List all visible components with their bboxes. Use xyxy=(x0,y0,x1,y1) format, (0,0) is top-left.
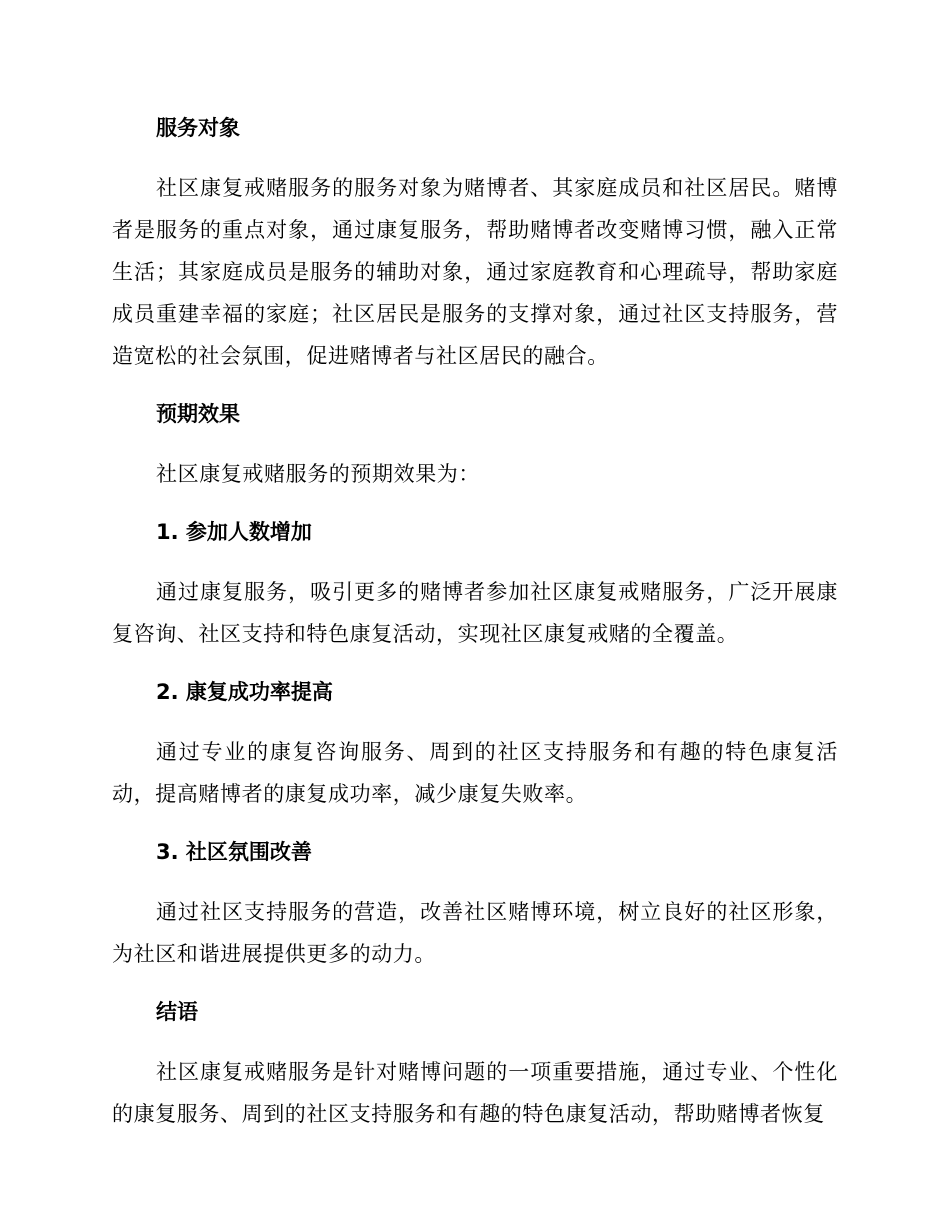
section-heading-community-atmosphere: 3. 社区氛围改善 xyxy=(156,840,312,864)
section-heading-expected-effects: 预期效果 xyxy=(156,402,240,426)
section-heading-success-rate: 2. 康复成功率提高 xyxy=(156,680,333,704)
section-heading-conclusion: 结语 xyxy=(156,1000,198,1024)
section-heading-service-targets: 服务对象 xyxy=(156,116,240,140)
paragraph-service-targets: 社区康复戒赌服务的服务对象为赌博者、其家庭成员和社区居民。赌博者是服务的重点对象，通过康复服务，帮助赌博者改变赌博习惯，融入正常生活；其家庭成员是服务的辅助对象，通过家庭教育和心理疏导，帮助家庭成员重建幸福的家庭；社区居民是服务的支撑对象，通过社区支持服务，营造宽松的社会氛围，促进赌博者与社区居民的融合。 xyxy=(112,176,838,368)
paragraph-conclusion: 社区康复戒赌服务是针对赌博问题的一项重要措施，通过专业、个性化的康复服务、周到的社区支持服务和有趣的特色康复活动，帮助赌博者恢复 xyxy=(112,1060,838,1126)
paragraph-community-atmosphere: 通过社区支持服务的营造，改善社区赌博环境，树立良好的社区形象，为社区和谐进展提供更多的动力。 xyxy=(112,900,838,966)
paragraph-success-rate: 通过专业的康复咨询服务、周到的社区支持服务和有趣的特色康复活动，提高赌博者的康复成功率，减少康复失败率。 xyxy=(112,740,838,806)
section-heading-participation: 1. 参加人数增加 xyxy=(156,520,312,544)
paragraph-participation: 通过康复服务，吸引更多的赌博者参加社区康复戒赌服务，广泛开展康复咨询、社区支持和特色康复活动，实现社区康复戒赌的全覆盖。 xyxy=(112,580,838,646)
paragraph-expected-effects: 社区康复戒赌服务的预期效果为： xyxy=(156,462,480,486)
